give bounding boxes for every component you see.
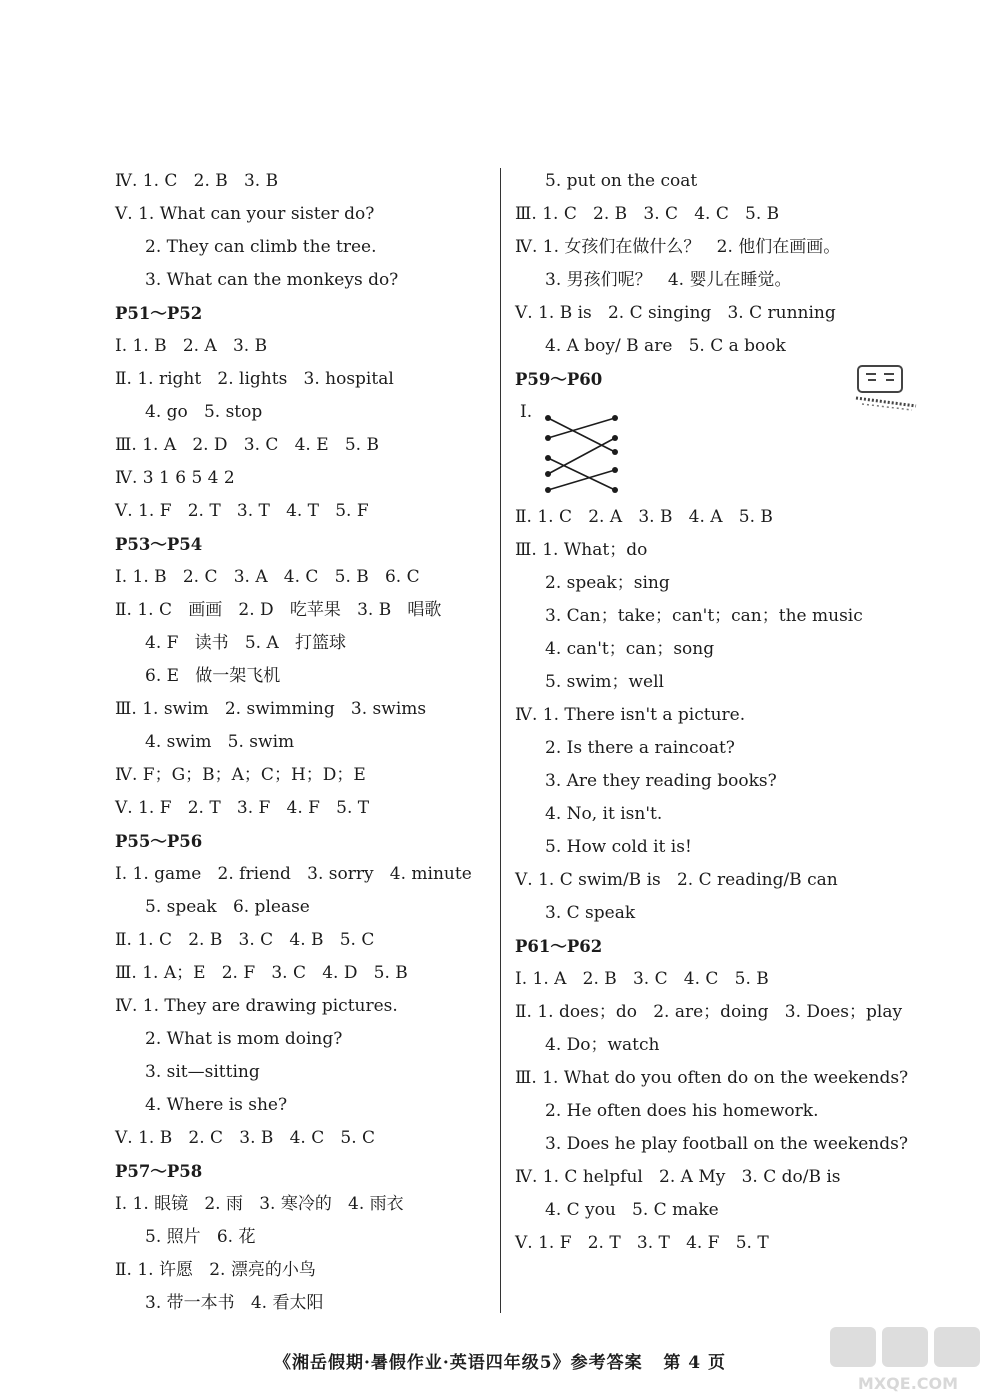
answer-line: 3. 男孩们呢？ 4. 婴儿在睡觉。 bbox=[545, 270, 792, 290]
answer-line: 4. Where is she? bbox=[145, 1095, 288, 1115]
answer-line: Ⅳ. 1. C 2. B 3. B bbox=[115, 171, 279, 191]
left-column bbox=[115, 165, 495, 1320]
answer-line: Ⅰ. 1. 眼镜 2. 雨 3. 寒冷的 4. 雨衣 bbox=[115, 1194, 404, 1214]
answer-line: 3. What can the monkeys do? bbox=[145, 270, 399, 290]
answer-line: 5. How cold it is! bbox=[545, 837, 692, 857]
answer-line: Ⅰ. 1. B 2. A 3. B bbox=[115, 336, 268, 356]
answer-line: 2. speak；sing bbox=[545, 573, 670, 593]
answer-line: Ⅴ. 1. F 2. T 3. T 4. T 5. F bbox=[115, 501, 369, 521]
answer-line: Ⅱ. 1. right 2. lights 3. hospital bbox=[115, 369, 394, 389]
answer-line: Ⅴ. 1. F 2. T 3. T 4. F 5. T bbox=[515, 1233, 769, 1253]
answer-line: Ⅱ. 1. 许愿 2. 漂亮的小鸟 bbox=[115, 1260, 316, 1280]
answer-line: Ⅲ. 1. swim 2. swimming 3. swims bbox=[115, 699, 427, 719]
stamp-icon bbox=[852, 360, 920, 412]
column-divider bbox=[500, 168, 501, 1313]
answer-line: Ⅴ. 1. F 2. T 3. F 4. F 5. T bbox=[115, 798, 370, 818]
answer-line: Ⅲ. 1. What do you often do on the weekends? bbox=[515, 1068, 909, 1088]
answer-line: 4. A boy/ B are 5. C a book bbox=[545, 336, 786, 356]
answer-line: Ⅰ. 1. B 2. C 3. A 4. C 5. B 6. C bbox=[115, 567, 420, 587]
matching-lines-diagram bbox=[543, 414, 623, 496]
answer-line: Ⅴ. 1. B 2. C 3. B 4. C 5. C bbox=[115, 1128, 376, 1148]
answer-line: Ⅳ. 1. 女孩们在做什么？ 2. 他们在画画。 bbox=[515, 237, 841, 257]
answer-line: 6. E 做一架飞机 bbox=[145, 666, 281, 686]
answer-line: 5. speak 6. please bbox=[145, 897, 310, 917]
matching-label: Ⅰ. bbox=[520, 402, 533, 422]
answer-line: 3. C speak bbox=[545, 903, 636, 923]
section-heading: P55～P56 bbox=[115, 832, 203, 851]
answer-line: Ⅳ. 3 1 6 5 4 2 bbox=[115, 468, 235, 488]
answer-line: Ⅳ. F；G；B；A；C；H；D；E bbox=[115, 765, 366, 785]
page-footer: 《湘岳假期·暑假作业·英语四年级5》参考答案 第 4 页 bbox=[273, 1353, 727, 1373]
answer-line: 4. swim 5. swim bbox=[145, 732, 295, 752]
answer-line: Ⅳ. 1. C helpful 2. A My 3. C do/B is bbox=[515, 1167, 841, 1187]
answer-line: 5. put on the coat bbox=[545, 171, 698, 191]
answer-line: Ⅴ. 1. What can your sister do? bbox=[115, 204, 375, 224]
answer-line: 4. can't；can；song bbox=[545, 639, 715, 659]
section-heading: P61～P62 bbox=[515, 937, 603, 956]
answer-line: 3. Are they reading books? bbox=[545, 771, 777, 791]
answer-line: 3. 带一本书 4. 看太阳 bbox=[145, 1293, 324, 1313]
answer-line: 3. sit—sitting bbox=[145, 1062, 260, 1082]
answer-line: Ⅱ. 1. C 2. A 3. B 4. A 5. B bbox=[515, 507, 773, 527]
answer-line: Ⅲ. 1. C 2. B 3. C 4. C 5. B bbox=[515, 204, 780, 224]
answer-line: Ⅱ. 1. C 画画 2. D 吃苹果 3. B 唱歌 bbox=[115, 600, 442, 620]
right-column-bottom bbox=[515, 501, 915, 1260]
answer-line: Ⅴ. 1. C swim/B is 2. C reading/B can bbox=[515, 870, 838, 890]
answer-line: Ⅲ. 1. A 2. D 3. C 4. E 5. B bbox=[115, 435, 379, 455]
answer-line: 2. Is there a raincoat? bbox=[545, 738, 735, 758]
section-heading: P53～P54 bbox=[115, 535, 203, 554]
watermark-logo bbox=[828, 1325, 988, 1395]
answer-line: 4. Do；watch bbox=[545, 1035, 660, 1055]
answer-line: 5. swim；well bbox=[545, 672, 664, 692]
answer-line: Ⅳ. 1. They are drawing pictures. bbox=[115, 996, 398, 1016]
answer-line: Ⅰ. 1. game 2. friend 3. sorry 4. minute bbox=[115, 864, 472, 884]
answer-line: Ⅰ. 1. A 2. B 3. C 4. C 5. B bbox=[515, 969, 769, 989]
answer-line: 4. C you 5. C make bbox=[545, 1200, 719, 1220]
answer-line: 2. He often does his homework. bbox=[545, 1101, 819, 1121]
answer-line: 4. F 读书 5. A 打篮球 bbox=[145, 633, 346, 653]
answer-line: Ⅳ. 1. There isn't a picture. bbox=[515, 705, 746, 725]
answer-line: 2. What is mom doing? bbox=[145, 1029, 343, 1049]
watermark-text: MXQE.COM bbox=[857, 1374, 959, 1393]
answer-line: 4. No, it isn't. bbox=[545, 804, 663, 824]
answer-line: Ⅲ. 1. A；E 2. F 3. C 4. D 5. B bbox=[115, 963, 408, 983]
answer-line: 2. They can climb the tree. bbox=[145, 237, 377, 257]
answer-line: 3. Does he play football on the weekends? bbox=[545, 1134, 908, 1154]
answer-line: Ⅲ. 1. What；do bbox=[515, 540, 648, 560]
right-column bbox=[515, 165, 915, 1260]
answer-line: 4. go 5. stop bbox=[145, 402, 263, 422]
answer-line: Ⅱ. 1. does；do 2. are；doing 3. Does；play bbox=[515, 1002, 903, 1022]
section-heading: P57～P58 bbox=[115, 1162, 203, 1181]
section-heading: P59～P60 bbox=[515, 370, 603, 389]
answer-line: 3. Can；take；can't；can；the music bbox=[545, 606, 863, 626]
section-heading: P51～P52 bbox=[115, 304, 203, 323]
answer-line: Ⅴ. 1. B is 2. C singing 3. C running bbox=[515, 303, 836, 323]
answer-line: 5. 照片 6. 花 bbox=[145, 1227, 256, 1247]
answer-line: Ⅱ. 1. C 2. B 3. C 4. B 5. C bbox=[115, 930, 375, 950]
